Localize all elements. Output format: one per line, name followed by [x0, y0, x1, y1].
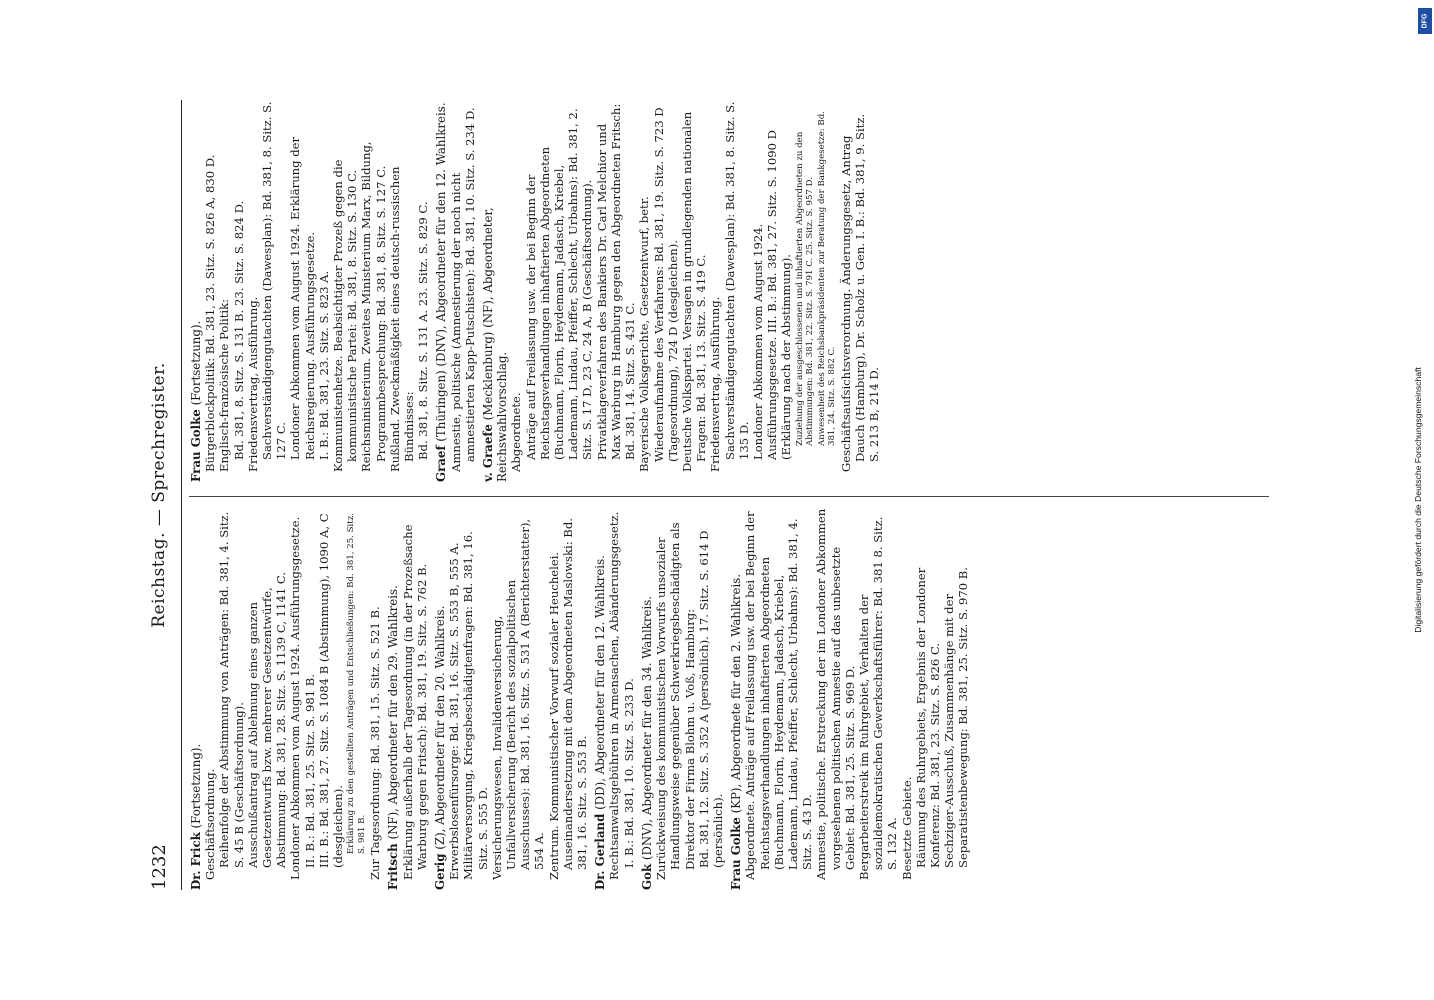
speaker-name: v. Graefe: [481, 424, 496, 482]
header-rule: [181, 100, 182, 890]
entry-note: Anwesenheit des Reichsbankpräsidenten zur Beratung der Bankgesetze: Bd. 381, 24. Sitz. S. 882 C.: [816, 111, 838, 446]
entry-line: Sechziger-Ausschuß, Zusammenhänge mit der Separatistenbewegung: Bd. 381, 25. Sitz. S. 970 B.: [942, 567, 971, 868]
entry-line: Bd. 381, 8. Sitz. S. 131 A. 23. Sitz. S. 829 C.: [416, 201, 431, 460]
entry-line: Reichsministerium. Zweites Ministerium Marx, Bildung, Programmbesprechung: Bd. 381, 8. Sitz. S. 127 C.: [359, 141, 388, 472]
entry-line: Londoner Abkommen vom August 1924. Ausführungsgesetze. III. B.: Bd. 381, 27. Sitz. S. 1090 D (Erklärung nach der Abstimmung).: [750, 130, 794, 460]
entry-line: Kommunistenhetze. Beabsichtigter Prozeß gegen die kommunistische Partei: Bd. 381, 8. Sitz. S. 130 C.: [331, 159, 360, 472]
entry-line: Sachverständigengutachten (Dawesplan): Bd. 381, 8. Sitz. S. 135 D.: [722, 101, 751, 460]
entry-line: Geschäftsordnung.: [203, 768, 218, 880]
entry-line: Besetzte Gebiete.: [899, 776, 914, 880]
entry-line: Erklärung außerhalb der Tagesordnung (in der Prozeßsache Warburg gegen Fritsch): Bd. 381, 19. Sitz. S. 762 B.: [400, 524, 429, 880]
entry-line: Abgeordnete.: [509, 392, 524, 472]
entry-line: I. B.: Bd. 381, 23. Sitz. S. 823 A.: [316, 270, 331, 460]
entry-line: Amnestie, politische (Amnestierung der noch nicht amnestierten Kapp-Putschisten): Bd. 381, 10. Sitz. S. 234 D.: [448, 107, 477, 472]
speaker-name: Fritsch: [386, 843, 401, 890]
speaker-name: Graef: [434, 445, 449, 482]
page-number: 1232: [149, 844, 170, 890]
entry-heading: Fritsch (NF), Abgeordneter für den 29. Wahlkreis.: [386, 585, 401, 890]
entry-line: Abgeordnete. Anträge auf Freilassung usw. der bei Beginn der Reichstagsverhandlungen inhaftierten Abgeordneten (Buchmann, Florin, Heydemann, Jadasch, Kriebel, Lademann, Lindau, Pfeiffer, Schlecht, Urbahns): Bd. 381, 4. Sitz. S. 43 D.: [743, 511, 815, 880]
entry-heading: Frau Golke (Fortsetzung).: [189, 320, 203, 482]
entry-line: Englisch-französische Politik:: [217, 298, 232, 472]
entry-line: Räumung des Ruhrgebiets, Ergebnis der Londoner Konferenz: Bd. 381, 23. Sitz. S. 826 C.: [913, 567, 942, 868]
speaker-name: Dr. Gerland: [593, 813, 608, 890]
register-entry: [386, 508, 429, 890]
entry-line: Deutsche Volkspartei. Versagen in grundlegenden nationalen Fragen: Bd. 381, 13. Sitz. S. 419 C.: [679, 111, 709, 472]
entry-line: III. B.: Bd. 381, 27. Sitz. S. 1084 B (Abstimmung), 1090 A, C (desgleichen).: [316, 513, 346, 868]
entry-line: II. B.: Bd. 381, 25. Sitz. S. 981 B.: [302, 674, 317, 868]
register-entry: [640, 508, 725, 890]
entry-note: Erklärung zu den gestellten Anträgen und Entschließungen: Bd. 381, 25. Sitz. S. 981 B.: [346, 513, 367, 854]
entry-line: Bd. 381, 12. Sitz. S. 352 A (persönlich). 17. Sitz. S. 614 D (persönlich).: [696, 530, 725, 868]
page-header: [149, 100, 179, 890]
speaker-name: Gerig: [433, 853, 448, 890]
entry-line: Geschäftsaufsichtsverordnung. Änderungsgesetz, Antrag Dauch (Hamburg), Dr. Scholz u. Gen. I. B.: Bd. 381, 9. Sitz. S. 213 B, 214 D.: [838, 113, 881, 472]
entry-line: Zentrum. Kommunistischer Vorwurf sozialer Heuchelei. Auseinandersetzung mit dem Abgeordneten Maslowski: Bd. 381, 16. Sitz. S. 553 B.: [546, 518, 590, 880]
register-entry: [189, 508, 382, 890]
rotated-page: [77, 70, 1357, 930]
entry-line: Ausschußantrag auf Ablehnung eines ganzen Gesetzentwurfs bzw. mehrerer Gesetzentwürfe, Abstimmung: Bd. 381, 28. Sitz. S. 1139 C, 1141 C.: [245, 571, 289, 868]
entry-line: Amnestie, politische. Erstreckung der im Londoner Abkommen vorgesehenen politischen Amnestie auf das unbesetzte Gebiet: Bd. 381, 25. Sitz. S. 969 D.: [814, 508, 857, 880]
digitization-sidebar: [1402, 0, 1434, 1000]
entry-line: Friedensvertrag, Ausführung.: [245, 296, 260, 472]
right-column: [189, 100, 1319, 482]
dfg-logo: [1418, 8, 1432, 34]
entry-line: Reihenfolge der Abstimmung von Anträgen: Bd. 381, 4. Sitz. S. 45 B (Geschäftsordnung).: [217, 511, 246, 868]
register-entry: [433, 508, 589, 890]
column-divider: [189, 496, 1269, 497]
entry-line: Versicherungswesen, Invalidenversicherung, Unfallversicherung (Bericht des sozialpolitischen Ausschusses): Bd. 381, 16. Sitz. S. 531 A (Berichterstatter), 554 A.: [489, 518, 547, 880]
dfg-credit: Digitalisierung gefördert durch die Deutsche Forschungsgemeinschaft: [1413, 367, 1423, 633]
speaker-name: Frau Golke: [729, 817, 744, 890]
entry-heading: Gerig (Z), Abgeordneter für den 20. Wahlkreis.: [433, 605, 448, 890]
dfg-logo-text: DFG: [1421, 13, 1429, 29]
entry-line: Privatklageverfahren des Bankiers Dr. Carl Melchior und Max Warburg in Hamburg gegen den Abgeordneten Fritsch: Bd. 381, 14. Sitz. S. 431 C.: [594, 103, 638, 460]
entry-line: Bayerische Volksgerichte, Gesetzentwurf, betr. Wiederaufnahme des Verfahrens: Bd. 381, 19. Sitz. S. 723 D (Tagesordnung), 724 D (desgleichen).: [637, 107, 680, 472]
entry-line: Bürgerblockpolitik: Bd. 381, 23. Sitz. S. 826 A, 830 D.: [203, 154, 218, 472]
entry-heading: Graef (Thüringen) (DNV), Abgeordneter für den 12. Wahlkreis.: [434, 102, 449, 482]
entry-heading: Frau Golke (KP), Abgeordnete für den 2. Wahlkreis.: [729, 573, 744, 890]
entry-line: Bergarbeiterstreik im Ruhrgebiet, Verhalten der sozialdemokratischen Gewerkschaftsführer: Bd. 381 8. Sitz. S. 132 A.: [856, 516, 900, 880]
entry-line: Friedensvertrag, Ausführung.: [708, 296, 723, 472]
entry-heading: v. Graefe (Mecklenburg) (NF), Abgeordneter, Reichswahlvorschlag.: [481, 207, 510, 482]
register-entry: [481, 100, 881, 482]
entry-line: Erwerbslosenfürsorge: Bd. 381, 16. Sitz. S. 553 B, 555 A.: [447, 542, 462, 880]
entry-heading: Gok (DNV), Abgeordneter für den 34. Wahlkreis.: [639, 595, 654, 890]
entry-heading: Dr. Frick (Fortsetzung).: [189, 743, 203, 890]
entry-note: Zuziehung der ausgeschlossenen und inhaftierten Abgeordneten zu den Abstimmungen: Bd. 381, 22. Sitz. S. 791 C. 25. Sitz. S. 957 D.: [794, 131, 816, 446]
entry-line: Zur Tagesordnung: Bd. 381, 15. Sitz. S. 521 B.: [368, 606, 383, 880]
entry-line: I. B.: Bd. 381, 10. Sitz. S. 233 D.: [621, 678, 636, 868]
register-entry: [434, 100, 477, 482]
entry-line: Rechtsanwaltsgebühren in Armensachen, Abänderungsgesetz.: [607, 511, 622, 880]
entry-line: Londoner Abkommen vom August 1924. Ausführungsgesetze.: [288, 516, 303, 880]
entry-line: Londoner Abkommen vom August 1924. Erklärung der Reichsregierung. Ausführungsgesetze.: [288, 136, 317, 460]
running-head: Reichstag. — Sprechregister.: [149, 362, 169, 628]
entry-line: Sachverständigengutachten (Dawesplan): Bd. 381, 8. Sitz. S. 127 C.: [260, 101, 289, 460]
speaker-name: Gok: [639, 863, 654, 890]
speaker-name: Frau Golke: [189, 409, 203, 482]
left-column: [189, 508, 1319, 890]
entry-line: Bd. 381, 8. Sitz. S. 131 B. 23. Sitz. S. 824 D.: [231, 200, 246, 460]
register-entry: [189, 100, 430, 482]
register-entry: [729, 508, 970, 890]
register-entry: [593, 508, 636, 890]
speaker-name: Dr. Frick: [189, 832, 203, 890]
entry-line: Zurückweisung des kommunistischen Vorwurfs unsozialer Handlungsweise gegenüber Schwerkriegsbeschädigten als Direktor der Firma Blohm u. Voß, Hamburg:: [654, 522, 697, 880]
entry-line: Anträge auf Freilassung usw. der bei Beginn der Reichstagsverhandlungen inhaftierten Abgeordneten (Buchmann, Florin, Heydemann, Jadasch, Kriebel, Lademann, Lindau, Pfeiffer, Schlecht, Urbahns): Bd. 381, 2. Sitz. S. 17 D, 23 C, 24 A, B (Geschäftsordnung).: [523, 108, 595, 460]
entry-heading: Dr. Gerland (DD), Abgeordneter für den 12. Wahlkreis.: [593, 555, 608, 890]
entry-line: Militärversorgung, Kriegsbeschädigtenfragen: Bd. 381, 16. Sitz. S. 555 D.: [461, 531, 490, 880]
entry-line: Rußland. Zweckmäßigkeit eines deutsch-russischen Bündnisses:: [387, 166, 417, 472]
